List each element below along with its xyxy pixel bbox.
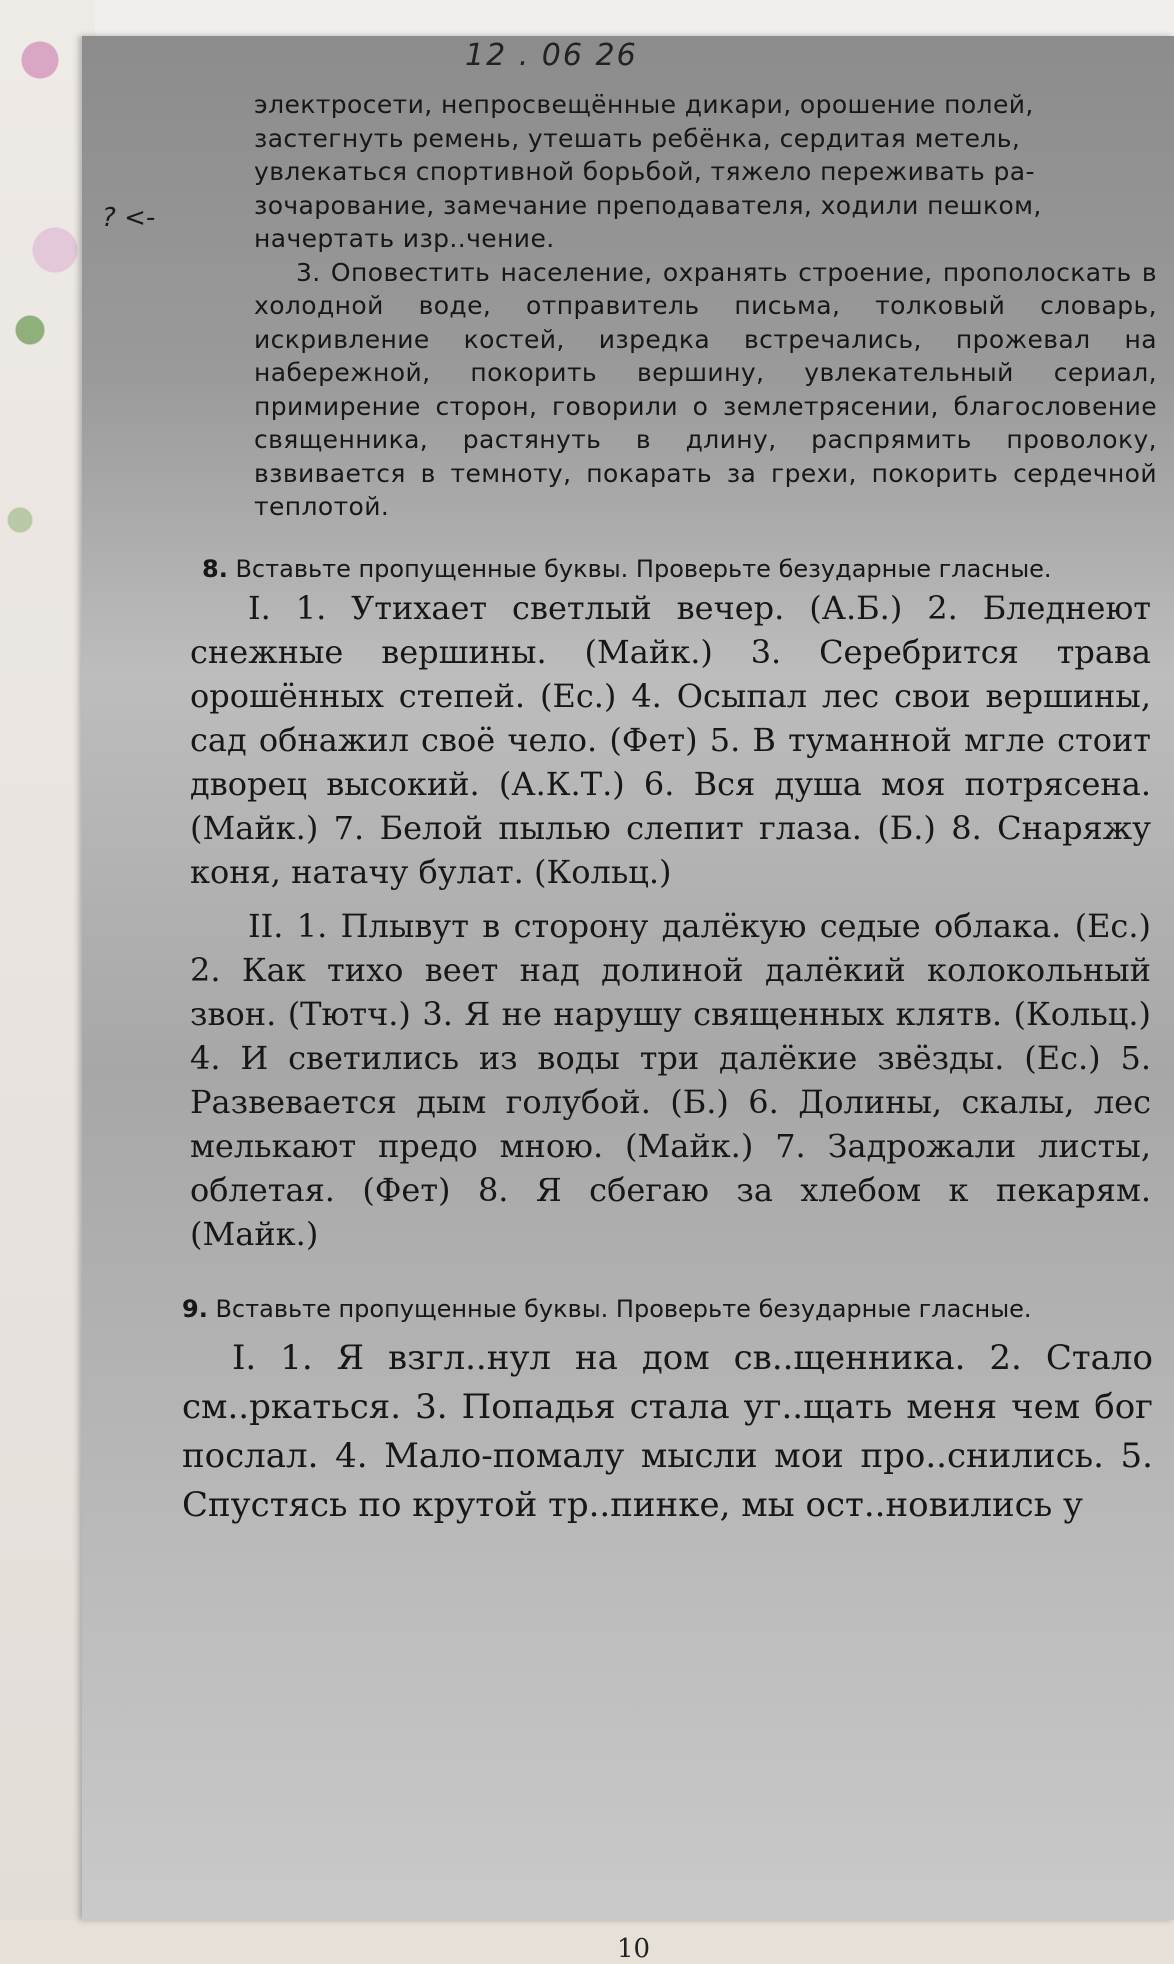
tablecloth-background	[0, 0, 95, 1920]
task-9-part-1	[182, 1334, 1167, 1530]
task-8-number: 8.	[202, 554, 228, 583]
handwritten-date: 12 . 06 26	[465, 38, 638, 73]
photocopy-page	[82, 36, 1174, 1964]
task-8-part-1	[182, 586, 1167, 894]
text-line: начертать изр..чение.	[254, 224, 555, 253]
exercise-top-fragment	[182, 88, 1167, 524]
task-8-part-2-text: II. 1. Плывут в сторону далёкую седые облака. (Ес.) 2. Как тихо веет над долиной далёкий колокольный звон. (Тютч.) 3. Я не нарушу священных клятв. (Кольц.) 4. И светились из воды три далёкие звёзды. (Ес.) 5. Развевается дым голубой. (Б.) 6. Долины, скалы, лес мелькают предо мною. (Майк.) 7. Задрожали листы, облетая. (Фет) 8. Я сбегаю за хлебом к пекарям. (Майк.)	[190, 906, 1151, 1253]
paragraph-3: 3. Оповестить население, охранять строение, прополоскать в холодной воде, отправитель письма, толковый словарь, искривление костей, изредка встречались, прожевал на набережной, покорить вершину, увлекательный сериал, примирение сторон, говорили о землетрясении, благословение священника, растянуть в длину, распрямить проволоку, взвивается в темноту, покарать за грехи, покорить сердечной теплотой.	[254, 257, 1157, 521]
task-8-part-1-text: I. 1. Утихает светлый вечер. (А.Б.) 2. Бледнеют снежные вершины. (Майк.) 3. Серебрится трава орошённых степей. (Ес.) 4. Осыпал лес свои вершины, сад обнажил своё чело. (Фет) 5. В туманной мгле стоит дворец высокий. (А.К.Т.) 6. Вся душа моя потрясена. (Майк.) 7. Белой пылью слепит глаза. (Б.) 8. Снаряжу коня, натачу булат. (Кольц.)	[190, 588, 1151, 891]
task-9-part-1-text: I. 1. Я взгл..нул на дом св..щенника. 2. Стало см..ркаться. 3. Попадья стала уг..щать меня чем бог послал. 4. Мало-помалу мысли мои про..снились. 5. Спустясь по крутой тр..пинке, мы ост..новились у	[182, 1337, 1153, 1525]
task-9-instruction: Вставьте пропущенные буквы. Проверьте безударные гласные.	[215, 1294, 1032, 1323]
text-line: зочарование, замечание преподавателя, ходили пешком,	[254, 190, 1042, 220]
handwritten-margin-mark: ? <-	[102, 203, 156, 233]
page-content	[182, 88, 1167, 1530]
page-number: 10	[617, 1934, 651, 1964]
task-9-title	[182, 1292, 1167, 1326]
text-line: застегнуть ремень, утешать ребёнка, сердитая метель,	[254, 123, 1021, 153]
text-line: электросети, непросвещённые дикари, орошение полей,	[254, 90, 1034, 119]
task-8-title	[182, 552, 1167, 586]
task-8-part-2	[182, 904, 1167, 1256]
task-8-instruction: Вставьте пропущенные буквы. Проверьте безударные гласные.	[235, 554, 1052, 583]
text-line: увлекаться спортивной борьбой, тяжело переживать ра-	[254, 157, 1035, 186]
task-9-number: 9.	[182, 1294, 208, 1323]
